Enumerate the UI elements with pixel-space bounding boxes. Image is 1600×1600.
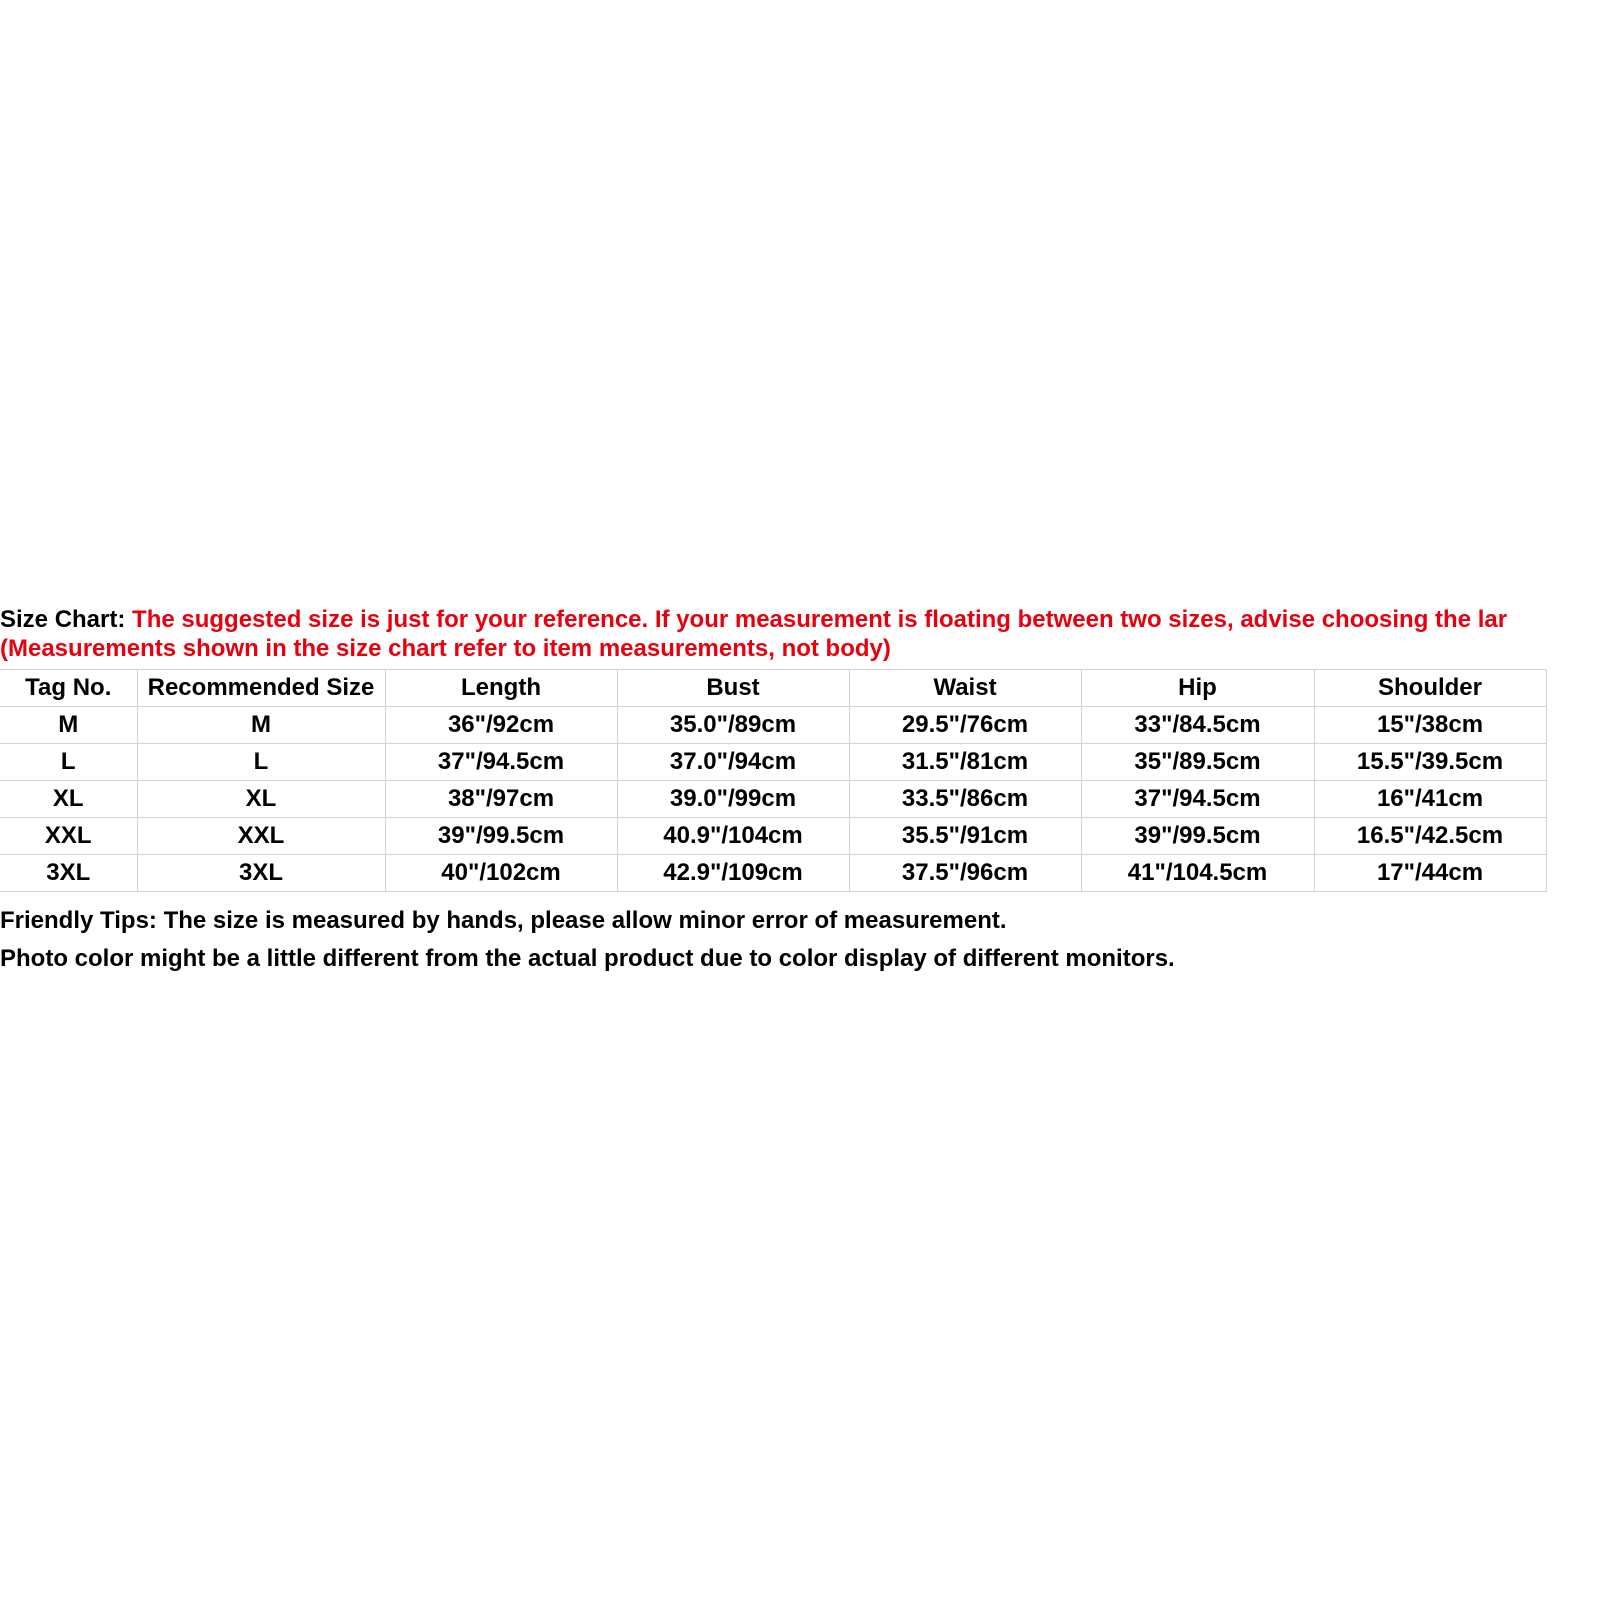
table-cell: 39"/99.5cm	[1081, 818, 1314, 855]
size-table	[0, 669, 1547, 892]
measurement-notice: (Measurements shown in the size chart refer to item measurements, not body)	[0, 635, 891, 662]
table-row	[0, 855, 1546, 892]
size-chart-document	[0, 605, 1600, 982]
table-cell: XL	[137, 781, 385, 818]
table-cell: 39.0"/99cm	[617, 781, 849, 818]
table-cell: 40"/102cm	[385, 855, 617, 892]
column-header: Shoulder	[1314, 670, 1546, 707]
size-chart-heading	[0, 605, 1600, 634]
table-cell: 37.5"/96cm	[849, 855, 1081, 892]
table-cell: 36"/92cm	[385, 707, 617, 744]
column-header: Bust	[617, 670, 849, 707]
table-cell: 17"/44cm	[1314, 855, 1546, 892]
table-cell: 41"/104.5cm	[1081, 855, 1314, 892]
table-header-row	[0, 670, 1546, 707]
table-cell: L	[137, 744, 385, 781]
table-cell: 37.0"/94cm	[617, 744, 849, 781]
table-cell: 15"/38cm	[1314, 707, 1546, 744]
table-cell: 35"/89.5cm	[1081, 744, 1314, 781]
table-cell: 16.5"/42.5cm	[1314, 818, 1546, 855]
table-cell: XL	[0, 781, 137, 818]
friendly-tips	[0, 906, 1600, 982]
table-cell: 38"/97cm	[385, 781, 617, 818]
table-cell: XXL	[137, 818, 385, 855]
table-cell: 29.5"/76cm	[849, 707, 1081, 744]
table-cell: M	[0, 707, 137, 744]
column-header: Length	[385, 670, 617, 707]
table-cell: 15.5"/39.5cm	[1314, 744, 1546, 781]
table-row	[0, 818, 1546, 855]
table-cell: 39"/99.5cm	[385, 818, 617, 855]
table-row	[0, 744, 1546, 781]
table-cell: M	[137, 707, 385, 744]
table-cell: 37"/94.5cm	[1081, 781, 1314, 818]
table-body	[0, 707, 1546, 892]
table-cell: 35.5"/91cm	[849, 818, 1081, 855]
table-cell: 42.9"/109cm	[617, 855, 849, 892]
table-cell: 37"/94.5cm	[385, 744, 617, 781]
table-cell: 3XL	[0, 855, 137, 892]
table-cell: 31.5"/81cm	[849, 744, 1081, 781]
table-cell: 40.9"/104cm	[617, 818, 849, 855]
column-header: Recommended Size	[137, 670, 385, 707]
column-header: Hip	[1081, 670, 1314, 707]
column-header: Tag No.	[0, 670, 137, 707]
tip-measurement: Friendly Tips: The size is measured by hands, please allow minor error of measurement.	[0, 907, 1007, 934]
tip-photo-color: Photo color might be a little different from the actual product due to color display of different monitors.	[0, 945, 1175, 972]
table-cell: 16"/41cm	[1314, 781, 1546, 818]
size-reference-notice: The suggested size is just for your reference. If your measurement is floating between two sizes, advise choosing the lar	[132, 606, 1508, 633]
table-row	[0, 781, 1546, 818]
table-cell: 35.0"/89cm	[617, 707, 849, 744]
size-chart-label: Size Chart:	[0, 606, 126, 633]
table-cell: L	[0, 744, 137, 781]
table-cell: 33"/84.5cm	[1081, 707, 1314, 744]
table-cell: 33.5"/86cm	[849, 781, 1081, 818]
table-cell: XXL	[0, 818, 137, 855]
table-cell: 3XL	[137, 855, 385, 892]
table-row	[0, 707, 1546, 744]
column-header: Waist	[849, 670, 1081, 707]
